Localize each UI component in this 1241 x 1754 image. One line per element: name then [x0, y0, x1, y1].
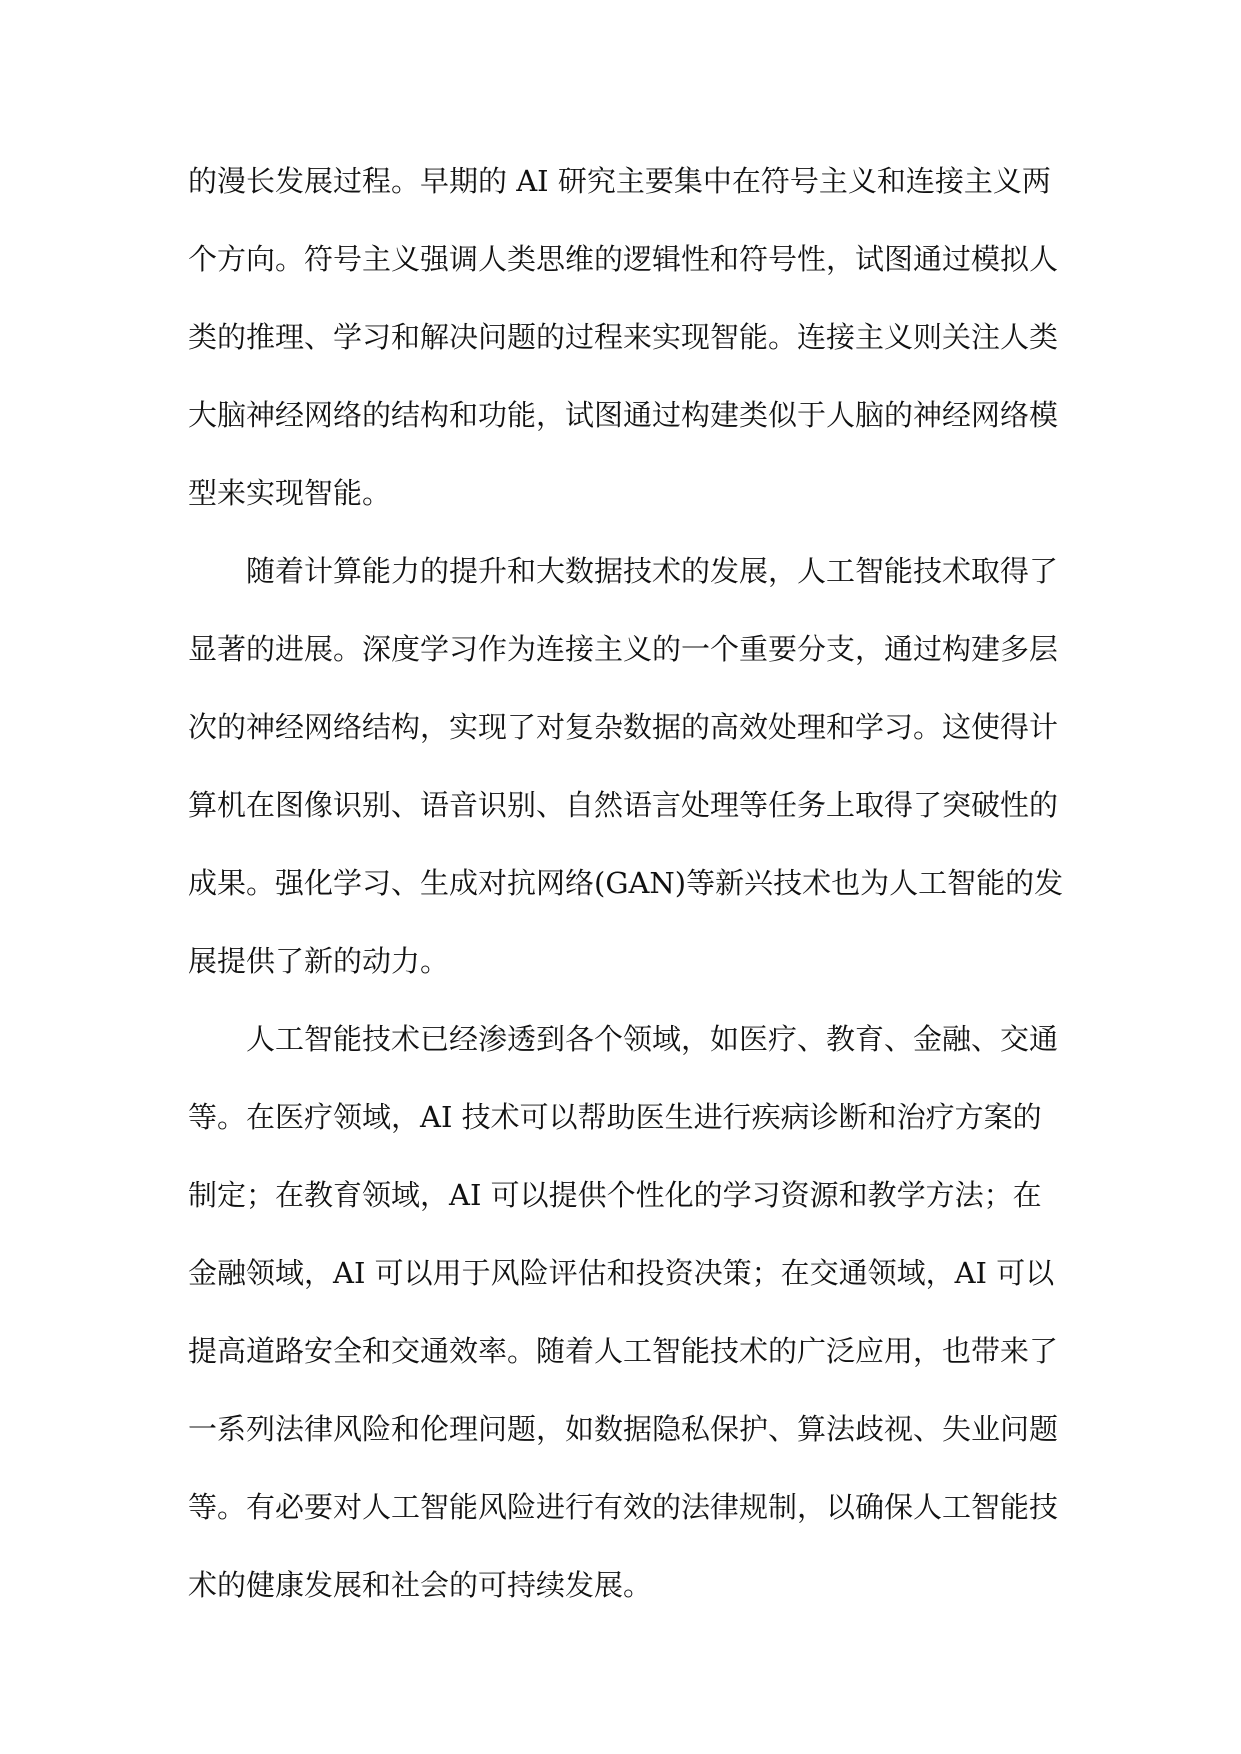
text-line: 展提供了新的动力。: [188, 944, 450, 978]
text-line: 一系列法律风险和伦理问题，如数据隐私保护、算法歧视、失业问题: [188, 1412, 1059, 1446]
text-line: 术的健康发展和社会的可持续发展。: [188, 1568, 653, 1602]
paragraph-ai-history: [188, 142, 1060, 532]
paragraph-deep-learning: [188, 532, 1064, 1000]
text-line: 提高道路安全和交通效率。随着人工智能技术的广泛应用，也带来了: [188, 1334, 1059, 1368]
text-line: 等。在医疗领域，AI 技术可以帮助医生进行疾病诊断和治疗方案的: [188, 1100, 1042, 1134]
paragraph-ai-applications: [188, 1000, 1060, 1624]
text-line: 金融领域，AI 可以用于风险评估和投资决策；在交通领域，AI 可以: [188, 1256, 1055, 1290]
text-line: 随着计算能力的提升和大数据技术的发展，人工智能技术取得了: [246, 554, 1059, 588]
text-line: 大脑神经网络的结构和功能，试图通过构建类似于人脑的神经网络模: [188, 398, 1059, 432]
text-line: 的漫长发展过程。早期的 AI 研究主要集中在符号主义和连接主义两: [188, 164, 1051, 198]
text-line: 算机在图像识别、语音识别、自然语言处理等任务上取得了突破性的: [188, 788, 1059, 822]
document-page: [188, 142, 1064, 1624]
text-line: 个方向。符号主义强调人类思维的逻辑性和符号性，试图通过模拟人: [188, 242, 1059, 276]
text-line: 次的神经网络结构，实现了对复杂数据的高效处理和学习。这使得计: [188, 710, 1059, 744]
text-line: 类的推理、学习和解决问题的过程来实现智能。连接主义则关注人类: [188, 320, 1059, 354]
text-line: 等。有必要对人工智能风险进行有效的法律规制，以确保人工智能技: [188, 1490, 1059, 1524]
text-line: 显著的进展。深度学习作为连接主义的一个重要分支，通过构建多层: [188, 632, 1059, 666]
text-line: 人工智能技术已经渗透到各个领域，如医疗、教育、金融、交通: [246, 1022, 1059, 1056]
text-line: 制定；在教育领域，AI 可以提供个性化的学习资源和教学方法；在: [188, 1178, 1042, 1212]
text-line: 成果。强化学习、生成对抗网络(GAN)等新兴技术也为人工智能的发: [188, 866, 1064, 900]
text-line: 型来实现智能。: [188, 476, 392, 510]
